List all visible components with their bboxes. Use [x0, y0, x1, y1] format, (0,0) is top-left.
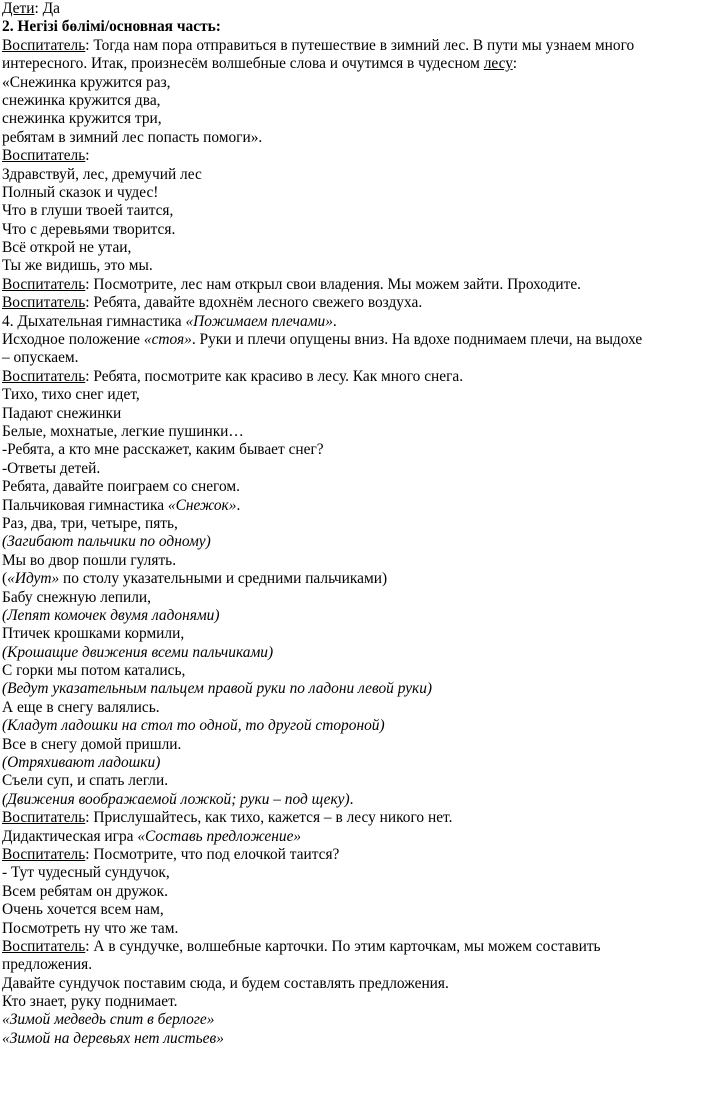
text-segment: Падают снежинки — [2, 404, 122, 422]
text-segment: 4. Дыхательная гимнастика — [2, 312, 186, 330]
text-line — [2, 221, 704, 239]
text-line — [2, 92, 704, 110]
text-segment: Бабу снежную лепили, — [2, 588, 152, 606]
text-segment: Кто знает, руку поднимает. — [2, 993, 178, 1011]
text-segment: -Ребята, а кто мне расскажет, каким бывает снег? — [2, 441, 324, 459]
text-line — [2, 37, 704, 55]
text-segment: -Ответы детей. — [2, 459, 101, 477]
speaker-label: Воспитатель — [2, 845, 86, 863]
text-line — [2, 772, 704, 790]
speaker-label: Воспитатель — [2, 937, 86, 955]
text-line — [2, 239, 704, 257]
text-segment: Посмотреть ну что же там. — [2, 919, 179, 937]
text-line — [2, 809, 704, 827]
text-segment: : Ребята, давайте вдохнём лесного свежего воздуха. — [85, 294, 423, 312]
text-line — [2, 257, 704, 275]
text-segment: Всем ребятам он дружок. — [2, 882, 168, 900]
text-segment: Исходное положение — [2, 331, 144, 349]
speaker-label: Воспитатель — [2, 275, 86, 293]
text-line — [2, 717, 704, 735]
text-segment: предложения. — [2, 956, 93, 974]
text-line — [2, 864, 704, 882]
text-line — [2, 920, 704, 938]
text-line — [2, 644, 704, 662]
text-segment: Раз, два, три, четыре, пять, — [2, 514, 178, 532]
text-line — [2, 110, 704, 128]
italic-text: (Лепят комочек двумя ладонями) — [2, 606, 220, 624]
text-line — [2, 589, 704, 607]
text-line — [2, 294, 704, 312]
text-segment: А еще в снегу валялись. — [2, 698, 160, 716]
text-line — [2, 74, 704, 92]
italic-text: (Загибают пальчики по одному) — [2, 533, 211, 551]
text-line — [2, 386, 704, 404]
section-heading: 2. Негізі бөлімі/основная часть: — [2, 18, 221, 36]
speaker-label: Дети — [2, 0, 35, 17]
text-line — [2, 18, 704, 36]
text-segment: Птичек крошками кормили, — [2, 625, 185, 643]
text-segment: ребятам в зимний лес попасть помоги». — [2, 128, 263, 146]
italic-text: (Кладут ладошки на стол то одной, то другой стороной) — [2, 717, 385, 735]
text-segment: : Посмотрите, лес нам открыл свои владения. Мы можем зайти. Проходите. — [85, 275, 582, 293]
text-line — [2, 552, 704, 570]
text-segment: Что в глуши твоей таится, — [2, 202, 174, 220]
text-segment: Очень хочется всем нам, — [2, 901, 164, 919]
speaker-label: Воспитатель — [2, 367, 86, 385]
text-segment: снежинка кружится два, — [2, 91, 161, 109]
speaker-label: Воспитатель — [2, 809, 86, 827]
text-line — [2, 662, 704, 680]
text-line — [2, 791, 704, 809]
text-segment: Белые, мохнатые, легкие пушинки… — [2, 422, 244, 440]
text-segment: Что с деревьями творится. — [2, 220, 176, 238]
italic-text: «Зимой на деревьях нет листьев» — [2, 1029, 224, 1047]
text-segment: : Тогда нам пора отправиться в путешествие в зимний лес. В пути мы узнаем много — [85, 36, 635, 54]
text-line — [2, 55, 704, 73]
italic-text: (Ведут указательным пальцем правой руки по ладони левой руки) — [2, 680, 433, 698]
text-line — [2, 846, 704, 864]
text-line — [2, 883, 704, 901]
text-segment: Съели суп, и спать легли. — [2, 772, 169, 790]
text-segment: . — [236, 496, 241, 514]
text-line — [2, 276, 704, 294]
italic-text: «Пожимаем плечами» — [185, 312, 333, 330]
text-line — [2, 166, 704, 184]
text-line — [2, 515, 704, 533]
text-line — [2, 828, 704, 846]
text-line — [2, 129, 704, 147]
text-segment: . — [332, 312, 337, 330]
speaker-label: лесу — [483, 55, 513, 73]
text-line — [2, 570, 704, 588]
italic-text: (Движения воображаемой ложкой; руки – под щеку) — [2, 790, 350, 808]
text-segment: Всё открой не утаи, — [2, 239, 132, 257]
text-line — [2, 460, 704, 478]
text-segment: : — [512, 55, 518, 73]
text-segment: . — [349, 790, 354, 808]
text-line — [2, 938, 704, 956]
text-segment: С горки мы потом катались, — [2, 662, 186, 680]
text-segment: «Снежинка кружится раз, — [2, 73, 171, 91]
text-segment: Ты же видишь, это мы. — [2, 257, 153, 275]
text-segment: . Руки и плечи опущены вниз. На вдохе поднимаем плечи, на выдохе — [191, 331, 643, 349]
text-segment: : А в сундучке, волшебные карточки. По этим карточкам, мы можем составить — [85, 937, 601, 955]
text-segment: интересного. Итак, произнесём волшебные слова и очутимся в чудесном — [2, 55, 484, 73]
text-segment: ( — [2, 570, 8, 588]
text-segment: : Прислушайтесь, как тихо, кажется – в лесу никого нет. — [85, 809, 453, 827]
text-line — [2, 349, 704, 367]
text-line — [2, 202, 704, 220]
italic-text: (Отряхивают ладошки) — [2, 754, 161, 772]
text-segment: Полный сказок и чудес! — [2, 183, 159, 201]
text-segment: Тихо, тихо снег идет, — [2, 386, 140, 404]
text-line — [2, 975, 704, 993]
text-line — [2, 313, 704, 331]
italic-text: «Снежок» — [167, 496, 237, 514]
text-line — [2, 184, 704, 202]
speaker-label: Воспитатель — [2, 36, 86, 54]
text-line — [2, 680, 704, 698]
text-segment: – опускаем. — [2, 349, 79, 367]
speaker-label: Воспитатель — [2, 294, 86, 312]
text-segment: : Да — [34, 0, 60, 17]
text-line — [2, 993, 704, 1011]
text-line — [2, 478, 704, 496]
italic-text: «Зимой медведь спит в берлоге» — [2, 1011, 215, 1029]
speaker-label: Воспитатель — [2, 147, 86, 165]
text-segment: Все в снегу домой пришли. — [2, 735, 182, 753]
text-segment: Ребята, давайте поиграем со снегом. — [2, 478, 240, 496]
italic-text: «стоя» — [143, 331, 192, 349]
text-segment: : Ребята, посмотрите как красиво в лесу. Как много снега. — [85, 367, 464, 385]
text-segment: Мы во двор пошли гулять. — [2, 551, 177, 569]
text-line — [2, 699, 704, 717]
text-segment: по столу указательными и средними пальчиками) — [59, 570, 388, 588]
italic-text: «Идут» — [7, 570, 60, 588]
text-line — [2, 497, 704, 515]
text-line — [2, 625, 704, 643]
text-segment: снежинка кружится три, — [2, 110, 162, 128]
text-line — [2, 147, 704, 165]
text-segment: Здравствуй, лес, дремучий лес — [2, 165, 202, 183]
text-line — [2, 533, 704, 551]
text-segment: Дидактическая игра — [2, 827, 138, 845]
text-line — [2, 736, 704, 754]
text-line — [2, 368, 704, 386]
text-segment: Давайте сундучок поставим сюда, и будем составлять предложения. — [2, 974, 449, 992]
text-segment: Пальчиковая гимнастика — [2, 496, 168, 514]
text-line — [2, 331, 704, 349]
text-segment: : — [85, 147, 90, 165]
text-line — [2, 441, 704, 459]
text-segment: : Посмотрите, что под елочкой таится? — [85, 845, 340, 863]
text-line — [2, 754, 704, 772]
text-line — [2, 607, 704, 625]
text-line — [2, 423, 704, 441]
text-line — [2, 956, 704, 974]
text-segment: - Тут чудесный сундучок, — [2, 864, 170, 882]
text-line — [2, 1011, 704, 1029]
text-line — [2, 1030, 704, 1048]
text-line — [2, 405, 704, 423]
italic-text: «Составь предложение» — [137, 827, 302, 845]
text-line — [2, 0, 704, 18]
italic-text: (Крошащие движения всеми пальчиками) — [2, 643, 274, 661]
text-line — [2, 901, 704, 919]
